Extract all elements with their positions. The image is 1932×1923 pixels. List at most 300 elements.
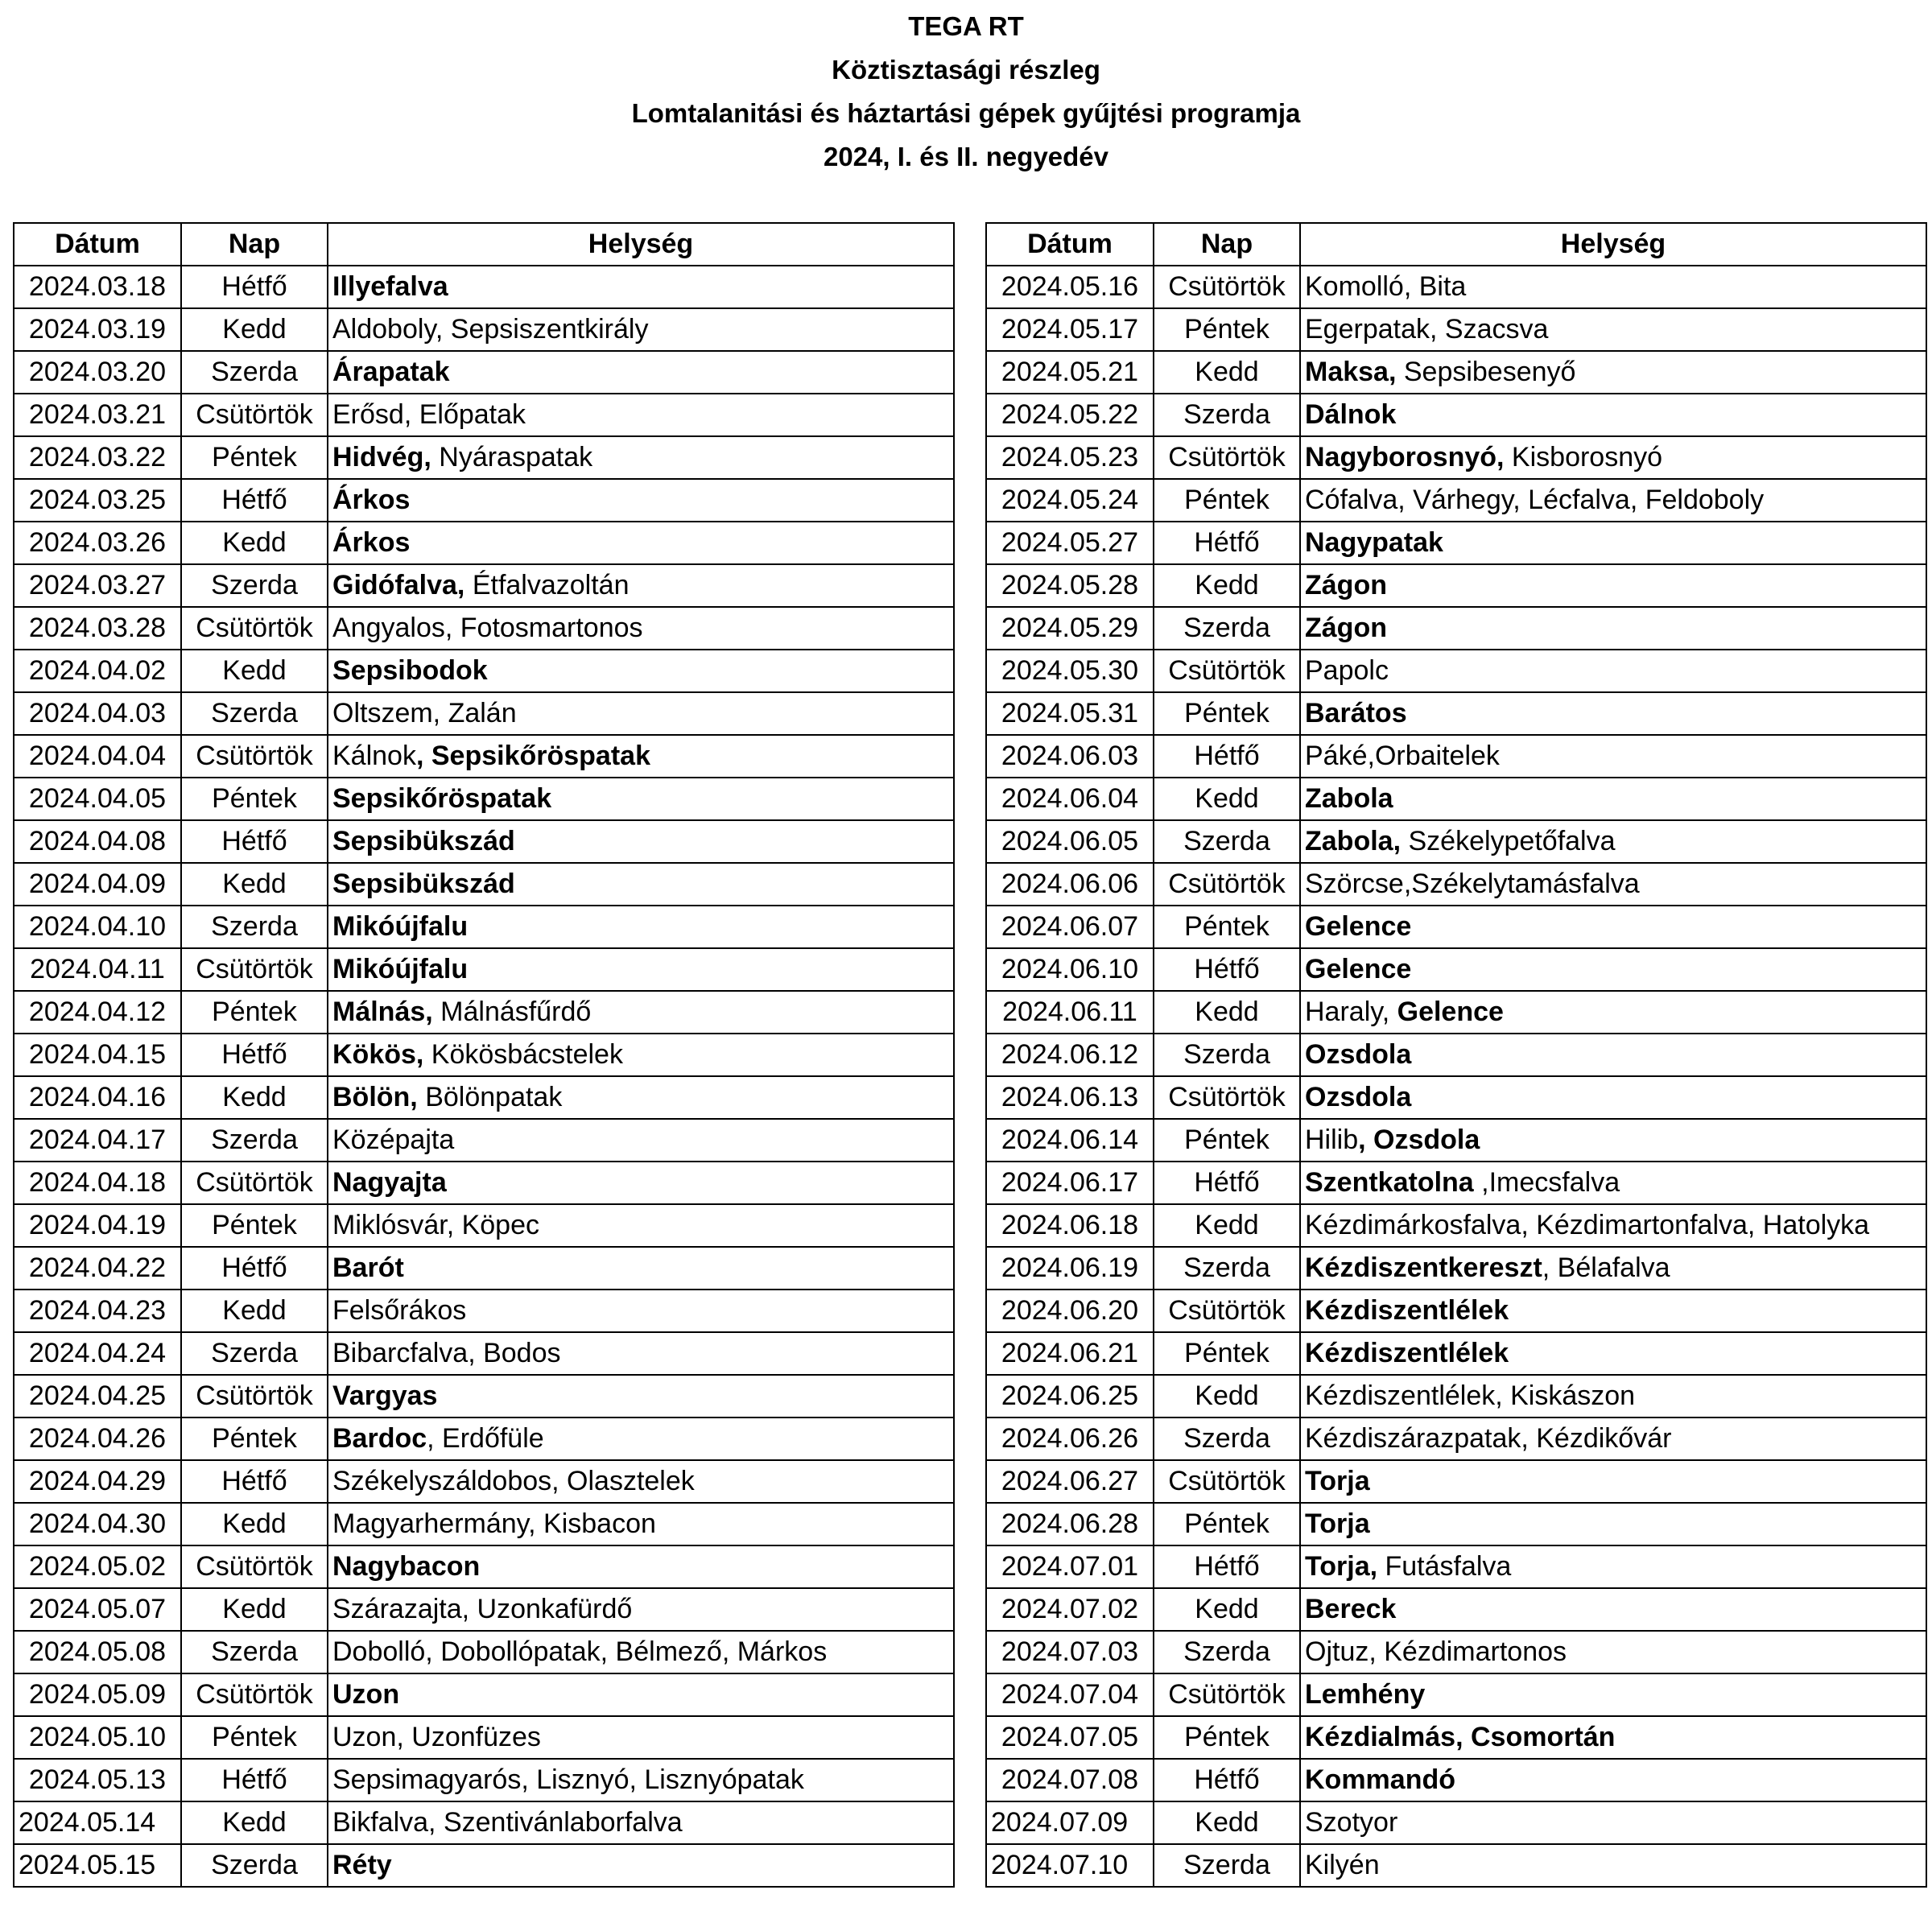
place-text: Szotyor [1305,1807,1398,1838]
cell-place [1300,735,1926,778]
table-row [14,1460,954,1503]
cell-day: Péntek [1154,1716,1300,1759]
cell-day: Szerda [1154,1631,1300,1673]
cell-date: 2024.03.28 [14,607,181,650]
table-row [986,948,1926,991]
cell-date: 2024.06.12 [986,1034,1154,1076]
place-text: Kilyén [1305,1850,1380,1880]
cell-place [1300,1503,1926,1545]
cell-day: Szerda [181,692,328,735]
cell-day: Szerda [1154,820,1300,863]
cell-day: Péntek [1154,1119,1300,1162]
table-row [986,607,1926,650]
cell-day: Kedd [181,1588,328,1631]
table-row [14,479,954,522]
place-text: Torja, [1305,1551,1378,1582]
company-name: TEGA RT [908,11,1024,41]
place-text: Székelyszáldobos, Olasztelek [332,1466,695,1496]
cell-place [1300,1801,1926,1844]
table-row [986,522,1926,564]
table-row [986,266,1926,308]
cell-place [1300,778,1926,820]
cell-date: 2024.04.08 [14,820,181,863]
cell-date: 2024.06.11 [986,991,1154,1034]
table-row [986,1716,1926,1759]
cell-date: 2024.06.26 [986,1417,1154,1460]
cell-day: Kedd [181,308,328,351]
place-text: Torja [1305,1508,1370,1539]
schedule-rows-left [14,266,954,1887]
cell-day: Péntek [1154,1503,1300,1545]
cell-date: 2024.03.21 [14,394,181,436]
place-text: Barátos [1305,698,1407,728]
cell-date: 2024.06.17 [986,1162,1154,1204]
cell-date: 2024.07.09 [986,1801,1154,1844]
cell-place [328,948,954,991]
cell-date: 2024.06.25 [986,1375,1154,1417]
cell-date: 2024.05.16 [986,266,1154,308]
table-row [986,564,1926,607]
place-text: Nagyajta [332,1167,447,1198]
cell-place [328,863,954,906]
cell-date: 2024.07.01 [986,1545,1154,1588]
cell-date: 2024.06.04 [986,778,1154,820]
cell-place [1300,1417,1926,1460]
cell-date: 2024.06.27 [986,1460,1154,1503]
cell-day: Csütörtök [181,735,328,778]
place-text: Haraly, [1305,997,1397,1027]
cell-day: Csütörtök [1154,436,1300,479]
cell-day: Kedd [1154,1801,1300,1844]
table-row [986,1588,1926,1631]
cell-date: 2024.04.04 [14,735,181,778]
cell-date: 2024.05.15 [14,1844,181,1887]
cell-date: 2024.05.14 [14,1801,181,1844]
place-text: Dálnok [1305,399,1397,430]
cell-date: 2024.05.28 [986,564,1154,607]
cell-day: Csütörtök [1154,863,1300,906]
cell-day: Kedd [1154,1204,1300,1247]
cell-place [1300,436,1926,479]
place-text: , Ozsdola [1358,1125,1480,1155]
cell-date: 2024.06.21 [986,1332,1154,1375]
place-text: Miklósvár, Köpec [332,1210,539,1240]
cell-place [1300,564,1926,607]
place-text: Árkos [332,485,411,515]
cell-place [1300,1034,1926,1076]
place-text: Oltszem, Zalán [332,698,517,728]
place-text: Hidvég, [332,442,431,472]
place-text: Bereck [1305,1594,1397,1624]
table-row [14,1588,954,1631]
place-text: Székelypetőfalva [1401,826,1616,856]
table-row [14,1844,954,1887]
cell-place [328,266,954,308]
place-text: Mikóújfalu [332,911,469,942]
cell-place [1300,308,1926,351]
cell-date: 2024.04.18 [14,1162,181,1204]
place-text: Sepsibükszád [332,826,515,856]
cell-place [328,1119,954,1162]
cell-place [328,1204,954,1247]
place-text: Kökös, [332,1039,424,1070]
cell-date: 2024.05.10 [14,1716,181,1759]
place-text: Szentkatolna [1305,1167,1474,1198]
table-row [14,1204,954,1247]
cell-date: 2024.05.23 [986,436,1154,479]
cell-day: Péntek [1154,479,1300,522]
cell-place [1300,1290,1926,1332]
place-text: Málnás, [332,997,433,1027]
place-text: Maksa, [1305,357,1397,387]
cell-day: Hétfő [181,1034,328,1076]
table-row [14,1631,954,1673]
cell-day: Hétfő [1154,948,1300,991]
cell-place [328,1503,954,1545]
cell-date: 2024.07.08 [986,1759,1154,1801]
column-header-day: Nap [181,223,328,266]
cell-day: Péntek [181,991,328,1034]
place-text: Felsőrákos [332,1295,467,1326]
cell-place [1300,1844,1926,1887]
cell-day: Kedd [181,522,328,564]
place-text: Komolló, Bita [1305,271,1467,302]
table-row [986,1844,1926,1887]
table-row [986,1290,1926,1332]
cell-place [328,735,954,778]
table-row [986,351,1926,394]
place-text: Magyarhermány, Kisbacon [332,1508,656,1539]
place-text: Szörcse,Székelytamásfalva [1305,869,1640,899]
cell-day: Péntek [181,778,328,820]
cell-date: 2024.05.22 [986,394,1154,436]
table-row [986,906,1926,948]
table-row [14,1417,954,1460]
place-text: Uzon, Uzonfüzes [332,1722,541,1752]
cell-place [328,564,954,607]
table-row [14,1076,954,1119]
cell-date: 2024.04.17 [14,1119,181,1162]
table-row [14,1375,954,1417]
place-text: Gelence [1397,997,1504,1027]
cell-place [1300,906,1926,948]
place-text: Kézdimárkosfalva, Kézdimartonfalva, Hatolyka [1305,1210,1870,1240]
place-text: Nyáraspatak [431,442,593,472]
cell-day: Hétfő [1154,1545,1300,1588]
cell-day: Csütörtök [1154,1290,1300,1332]
table-row [14,351,954,394]
cell-day: Szerda [1154,1034,1300,1076]
cell-day: Kedd [1154,564,1300,607]
cell-date: 2024.06.13 [986,1076,1154,1119]
table-row [14,692,954,735]
cell-date: 2024.05.17 [986,308,1154,351]
place-text: Zágon [1305,570,1387,600]
table-row [986,1332,1926,1375]
cell-day: Szerda [1154,1844,1300,1887]
place-text: Mikóújfalu [332,954,469,984]
cell-date: 2024.06.07 [986,906,1154,948]
table-row [14,820,954,863]
table-row [986,1417,1926,1460]
place-text: Bölön, [332,1082,418,1112]
cell-date: 2024.04.15 [14,1034,181,1076]
place-text: Egerpatak, Szacsva [1305,314,1549,345]
cell-date: 2024.04.29 [14,1460,181,1503]
cell-day: Péntek [181,1417,328,1460]
table-row [14,394,954,436]
place-text: , Erdőfüle [427,1423,544,1454]
column-header-place: Helység [1300,223,1926,266]
table-row [986,394,1926,436]
table-row [14,564,954,607]
cell-place [1300,948,1926,991]
table-row [14,607,954,650]
cell-place [1300,1076,1926,1119]
cell-date: 2024.04.24 [14,1332,181,1375]
cell-place [328,906,954,948]
cell-day: Péntek [181,436,328,479]
cell-place [328,692,954,735]
cell-place [1300,522,1926,564]
cell-date: 2024.04.12 [14,991,181,1034]
cell-date: 2024.07.03 [986,1631,1154,1673]
cell-place [328,1290,954,1332]
place-text: ,Imecsfalva [1473,1167,1620,1198]
cell-place [1300,1716,1926,1759]
cell-place [1300,1759,1926,1801]
table-row [986,991,1926,1034]
cell-day: Csütörtök [181,948,328,991]
cell-date: 2024.07.10 [986,1844,1154,1887]
table-row [986,1375,1926,1417]
cell-day: Csütörtök [181,1162,328,1204]
table-row [14,1673,954,1716]
cell-place [1300,991,1926,1034]
cell-day: Szerda [1154,1417,1300,1460]
table-row [986,1162,1926,1204]
cell-day: Csütörtök [181,1375,328,1417]
column-header-date: Dátum [14,223,181,266]
place-text: Zágon [1305,613,1387,643]
cell-day: Péntek [1154,1332,1300,1375]
cell-date: 2024.06.05 [986,820,1154,863]
document-header [0,0,1932,179]
cell-date: 2024.03.20 [14,351,181,394]
cell-date: 2024.04.19 [14,1204,181,1247]
place-text: Sepsibodok [332,655,488,686]
column-header-place: Helység [328,223,954,266]
cell-day: Szerda [181,1119,328,1162]
cell-date: 2024.04.09 [14,863,181,906]
place-text: Gidófalva, [332,570,465,600]
table-row [986,778,1926,820]
cell-day: Szerda [1154,1247,1300,1290]
cell-place [1300,1460,1926,1503]
table-row [14,863,954,906]
table-row [14,1716,954,1759]
place-text: Kálnok [332,741,416,771]
cell-day: Szerda [1154,607,1300,650]
table-row [986,1503,1926,1545]
cell-place [328,1034,954,1076]
place-text: Zabola, [1305,826,1402,856]
table-row [986,1247,1926,1290]
cell-day: Kedd [181,1290,328,1332]
cell-day: Csütörtök [1154,1673,1300,1716]
cell-day: Szerda [181,1332,328,1375]
period-label: 2024, I. és II. negyedév [823,142,1109,171]
place-text: Nagybacon [332,1551,481,1582]
table-row [14,436,954,479]
place-text: Kökösbácstelek [423,1039,623,1070]
place-text: Ozsdola [1305,1039,1412,1070]
table-header-row [14,223,954,266]
cell-date: 2024.03.26 [14,522,181,564]
department-name: Köztisztasági részleg [832,55,1100,85]
cell-day: Kedd [181,1076,328,1119]
cell-place [328,308,954,351]
table-row [986,1460,1926,1503]
cell-place [1300,1247,1926,1290]
cell-day: Hétfő [181,479,328,522]
place-text: Sepsibesenyő [1396,357,1576,387]
cell-place [328,394,954,436]
table-header-row [986,223,1926,266]
cell-date: 2024.06.19 [986,1247,1154,1290]
cell-place [1300,1631,1926,1673]
cell-place [1300,1332,1926,1375]
place-text: Réty [332,1850,392,1880]
table-row [14,778,954,820]
table-row [14,1247,954,1290]
cell-place [1300,1545,1926,1588]
cell-date: 2024.06.14 [986,1119,1154,1162]
cell-place [328,1417,954,1460]
place-text: Papolc [1305,655,1389,686]
cell-place [1300,266,1926,308]
cell-date: 2024.03.27 [14,564,181,607]
place-text: Árkos [332,527,411,558]
cell-place [1300,479,1926,522]
cell-date: 2024.05.13 [14,1759,181,1801]
cell-place [328,1844,954,1887]
cell-place [328,778,954,820]
cell-date: 2024.05.21 [986,351,1154,394]
place-text: Lemhény [1305,1679,1426,1710]
table-row [14,1119,954,1162]
cell-place [1300,820,1926,863]
cell-day: Hétfő [1154,1759,1300,1801]
cell-day: Péntek [1154,308,1300,351]
place-text: Aldoboly, Sepsiszentkirály [332,314,649,345]
cell-day: Kedd [181,863,328,906]
place-text: Bardoc [332,1423,427,1454]
place-text: Illyefalva [332,271,448,302]
place-text: Kommandó [1305,1764,1455,1795]
table-row [986,479,1926,522]
place-text: Zabola [1305,783,1393,814]
place-text: Nagypatak [1305,527,1443,558]
cell-date: 2024.05.29 [986,607,1154,650]
place-text: Gelence [1305,911,1412,942]
schedule-table-left [13,222,955,1888]
cell-day: Hétfő [181,266,328,308]
cell-place [1300,1588,1926,1631]
place-text: Kézdiszentlélek, Kiskászon [1305,1380,1636,1411]
place-text: Kézdiszentlélek [1305,1338,1509,1368]
place-text: Futásfalva [1377,1551,1512,1582]
cell-date: 2024.04.10 [14,906,181,948]
cell-date: 2024.05.24 [986,479,1154,522]
place-text: Gelence [1305,954,1412,984]
table-row [986,1119,1926,1162]
cell-place [1300,692,1926,735]
cell-place [328,1162,954,1204]
cell-day: Péntek [181,1204,328,1247]
cell-place [1300,1673,1926,1716]
cell-date: 2024.05.02 [14,1545,181,1588]
cell-place [328,650,954,692]
cell-date: 2024.03.22 [14,436,181,479]
cell-date: 2024.05.31 [986,692,1154,735]
place-text: Sepsibükszád [332,869,515,899]
cell-date: 2024.04.25 [14,1375,181,1417]
place-text: Sepsimagyarós, Lisznyó, Lisznyópatak [332,1764,804,1795]
cell-date: 2024.04.16 [14,1076,181,1119]
place-text: Dobolló, Dobollópatak, Bélmező, Márkos [332,1636,828,1667]
cell-date: 2024.05.27 [986,522,1154,564]
table-row [14,735,954,778]
place-text: Középajta [332,1125,455,1155]
cell-day: Hétfő [1154,1162,1300,1204]
cell-day: Kedd [1154,991,1300,1034]
table-row [986,1631,1926,1673]
table-row [14,1759,954,1801]
cell-place [328,820,954,863]
place-text: Ojtuz, Kézdimartonos [1305,1636,1567,1667]
schedule-rows-right [986,266,1926,1887]
place-text: Étfalvazoltán [464,570,630,600]
cell-date: 2024.05.07 [14,1588,181,1631]
cell-date: 2024.03.25 [14,479,181,522]
table-row [986,1673,1926,1716]
table-row [14,1503,954,1545]
cell-day: Csütörtök [1154,650,1300,692]
place-text: Uzon [332,1679,400,1710]
place-text: Málnásfűrdő [432,997,592,1027]
cell-place [328,1375,954,1417]
table-row [14,522,954,564]
cell-place [328,479,954,522]
table-row [986,650,1926,692]
program-title: Lomtalanitási és háztartási gépek gyűjtési programja [631,98,1301,128]
place-text: Kisborosnyó [1504,442,1663,472]
schedule-table-right [985,222,1927,1888]
table-row [986,1759,1926,1801]
cell-place [328,991,954,1034]
table-row [14,1290,954,1332]
cell-date: 2024.03.19 [14,308,181,351]
cell-date: 2024.05.08 [14,1631,181,1673]
place-text: Kézdiszentkereszt [1305,1252,1542,1283]
table-row [14,948,954,991]
cell-date: 2024.04.26 [14,1417,181,1460]
cell-place [328,607,954,650]
table-row [986,436,1926,479]
cell-day: Kedd [1154,1375,1300,1417]
place-text: Árapatak [332,357,450,387]
